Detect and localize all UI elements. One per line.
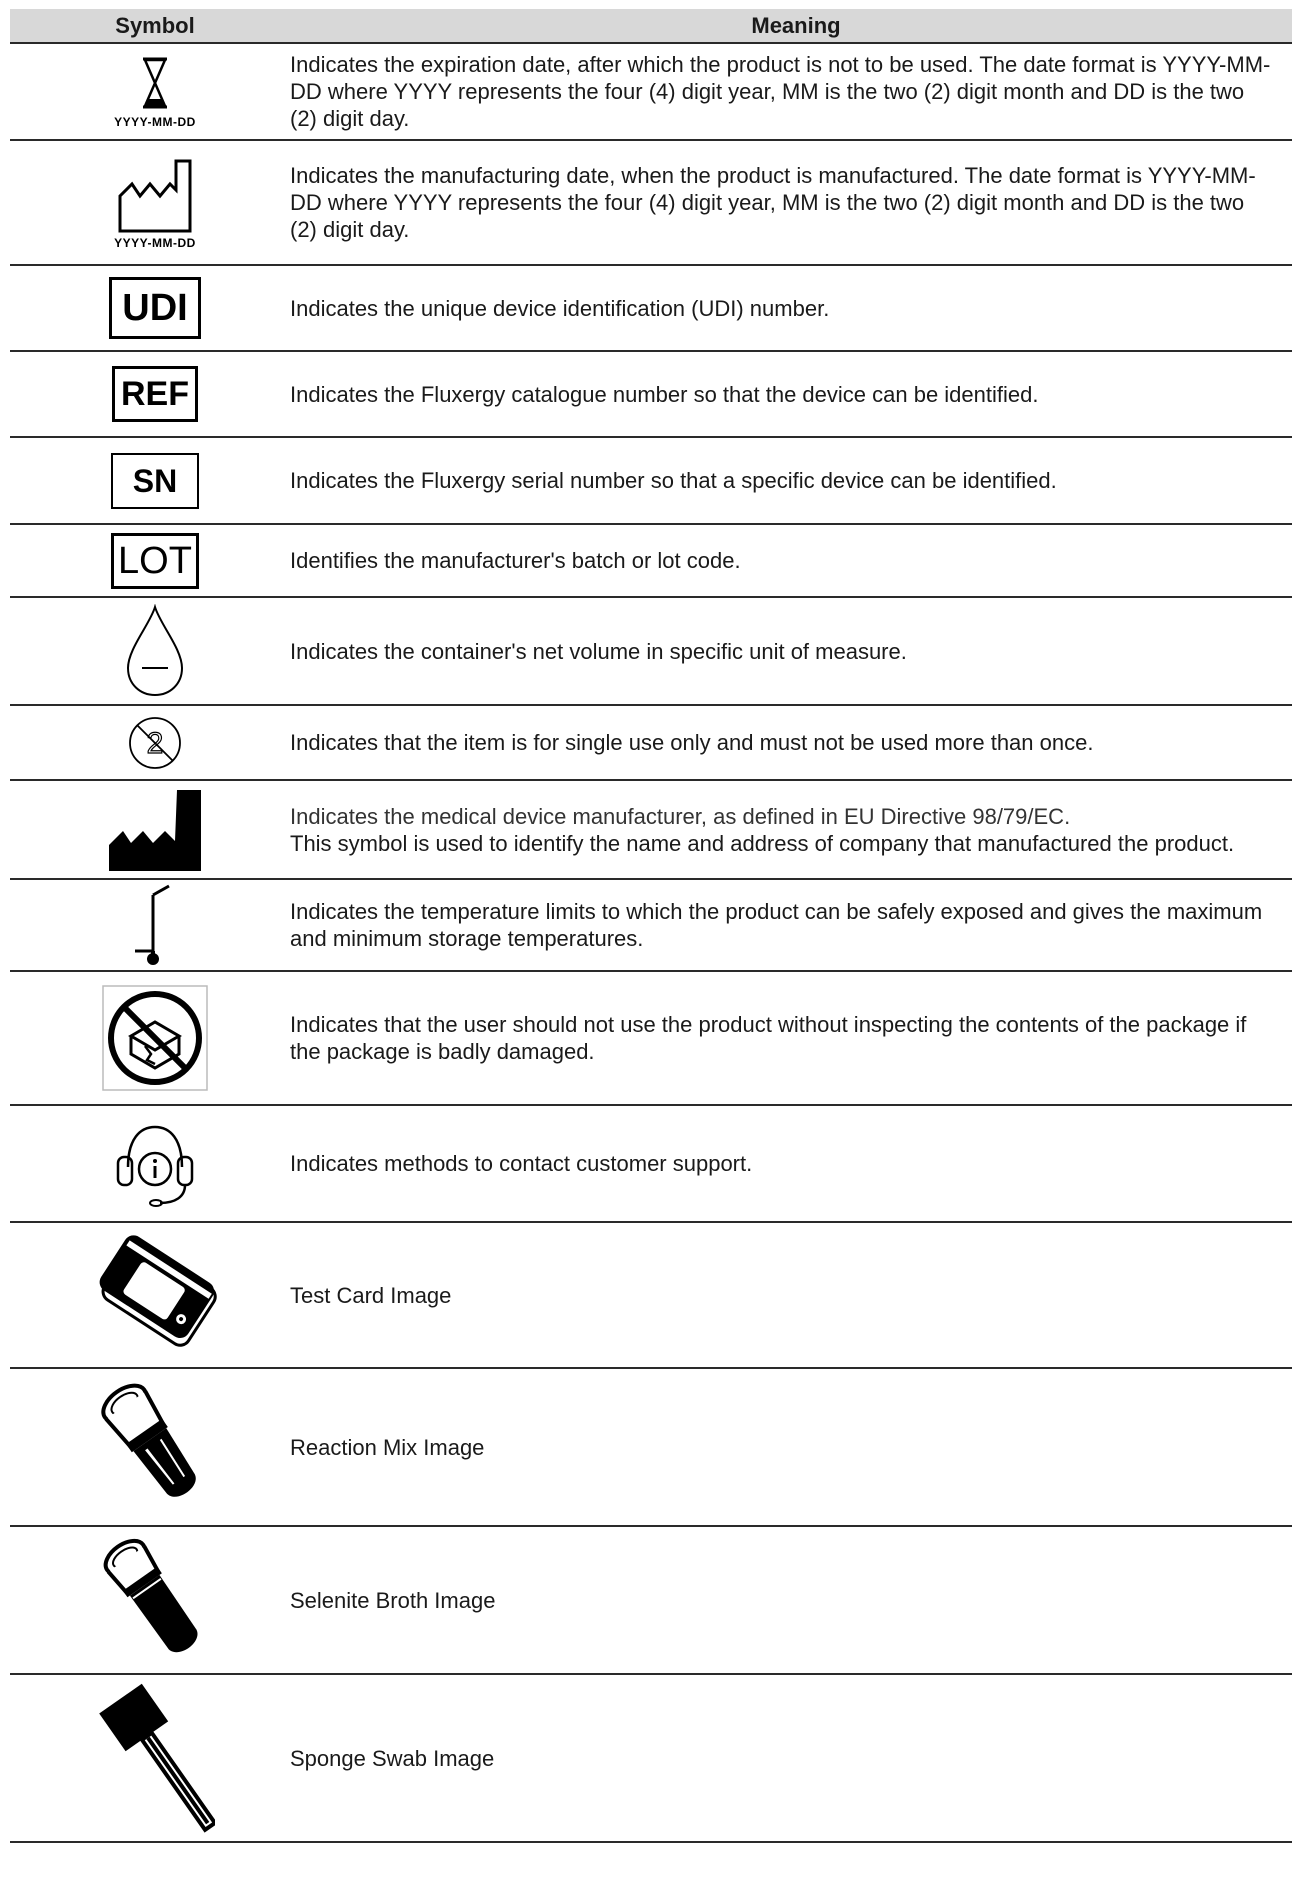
- meaning-text: Indicates the Fluxergy serial number so that a specific device can be identified.: [290, 468, 1057, 493]
- table-row: [10, 780, 1292, 879]
- selenite-broth-tube-icon: [90, 1530, 220, 1670]
- table-row: [10, 1674, 1292, 1842]
- meaning-column-header: Meaning: [300, 9, 1292, 43]
- symbol-cell: [10, 879, 300, 971]
- svg-text:2: 2: [146, 726, 164, 760]
- meaning-text: Test Card Image: [290, 1282, 452, 1308]
- udi-box-icon: UDI: [109, 277, 200, 339]
- sponge-swab-icon: [95, 1679, 215, 1837]
- meaning-cell: [290, 140, 1292, 265]
- meaning-text: Selenite Broth Image: [290, 1587, 496, 1613]
- meaning-cell: [290, 1674, 1292, 1842]
- symbol-cell: [10, 1222, 300, 1368]
- meaning-text: Indicates the manufacturing date, when the product is manufactured. The date format is YYYY-MM-DD where YYYY represents the four (4) digit year, MM is the two (2) digit month and DD is the two (2) digit day.: [290, 163, 1256, 242]
- meaning-cell: [290, 597, 1292, 705]
- meaning-cell: [290, 1526, 1292, 1674]
- meaning-text: Indicates the container's net volume in specific unit of measure.: [290, 638, 907, 664]
- meaning-text: Indicates that the item is for single use only and must not be used more than once.: [290, 730, 1094, 755]
- date-format-caption: YYYY-MM-DD: [114, 235, 196, 250]
- meaning-cell: [290, 879, 1292, 971]
- meaning-cell: [290, 971, 1292, 1105]
- meaning-cell: [290, 1368, 1292, 1526]
- customer-support-headset-icon: [110, 1117, 200, 1211]
- droplet-volume-icon: [120, 604, 190, 698]
- meaning-cell: [290, 351, 1292, 437]
- meaning-text: Reaction Mix Image: [290, 1434, 485, 1460]
- meaning-cell: [290, 705, 1292, 780]
- meaning-cell: [290, 265, 1292, 351]
- meaning-text: Indicates the expiration date, after which the product is not to be used. The date format is YYYY-MM-DD where YYYY represents the four (4) digit year, MM is the two (2) digit month and DD is the two (2) digit day.: [290, 52, 1271, 131]
- table-row: [10, 597, 1292, 705]
- symbol-cell: [10, 140, 300, 265]
- symbol-cell: [10, 780, 300, 879]
- meaning-text-secondary: This symbol is used to identify the name and address of company that manufactured the product.: [290, 830, 1235, 856]
- table-header-row: [10, 9, 1292, 43]
- meaning-cell: [290, 437, 1292, 524]
- single-use-icon: [125, 713, 185, 773]
- meaning-cell: [290, 1105, 1292, 1222]
- meaning-text: Indicates the medical device manufacturer, as defined in EU Directive 98/79/EC.: [290, 803, 1071, 829]
- table-row: [10, 1368, 1292, 1526]
- test-card-icon: [80, 1225, 230, 1365]
- symbol-cell: [10, 971, 300, 1105]
- meaning-cell: [290, 43, 1292, 140]
- symbol-cell: [10, 524, 300, 597]
- lot-box-icon: LOT: [111, 533, 199, 589]
- symbols-table: [10, 9, 1292, 1843]
- symbol-cell: [10, 705, 300, 780]
- table-row: [10, 140, 1292, 265]
- symbol-cell: [10, 1368, 300, 1526]
- symbol-cell: [10, 437, 300, 524]
- table-row: [10, 437, 1292, 524]
- date-format-caption: YYYY-MM-DD: [114, 114, 196, 129]
- symbol-column-header: Symbol: [10, 9, 300, 43]
- table-row: [10, 1222, 1292, 1368]
- meaning-text: Identifies the manufacturer's batch or lot code.: [290, 548, 741, 573]
- table-row: [10, 1526, 1292, 1674]
- table-row: [10, 879, 1292, 971]
- damaged-package-icon: [101, 984, 209, 1092]
- meaning-text: Indicates that the user should not use the product without inspecting the contents of the package if the package is badly damaged.: [290, 1012, 1247, 1064]
- meaning-cell: [290, 780, 1292, 879]
- table-row: [10, 524, 1292, 597]
- table-row: [10, 971, 1292, 1105]
- symbol-cell: [10, 1526, 300, 1674]
- meaning-text: Indicates the temperature limits to which the product can be safely exposed and gives the maximum and minimum storage temperatures.: [290, 899, 1263, 951]
- symbol-cell: [10, 597, 300, 705]
- table-row: [10, 265, 1292, 351]
- symbol-cell: [10, 1105, 300, 1222]
- meaning-text: Indicates the Fluxergy catalogue number so that the device can be identified.: [290, 381, 1039, 407]
- meaning-text: Sponge Swab Image: [290, 1745, 495, 1771]
- meaning-text: Indicates methods to contact customer support.: [290, 1151, 753, 1176]
- meaning-cell: [290, 1222, 1292, 1368]
- table-row: [10, 43, 1292, 140]
- table-row: [10, 1105, 1292, 1222]
- hourglass-expiration-icon: [125, 55, 185, 115]
- meaning-cell: [290, 524, 1292, 597]
- sn-box-icon: SN: [111, 453, 199, 509]
- ref-box-icon: REF: [112, 366, 198, 422]
- table-row: [10, 351, 1292, 437]
- symbol-cell: [10, 351, 300, 437]
- symbol-cell: [10, 265, 300, 351]
- table-row: [10, 705, 1292, 780]
- temperature-limit-icon: [125, 883, 185, 967]
- factory-filled-icon: [105, 787, 205, 873]
- symbol-cell: [10, 1674, 300, 1842]
- reaction-mix-tube-icon: [90, 1372, 220, 1522]
- factory-outline-icon: [110, 156, 200, 236]
- symbol-cell: [10, 43, 300, 140]
- meaning-text: Indicates the unique device identification (UDI) number.: [290, 295, 830, 321]
